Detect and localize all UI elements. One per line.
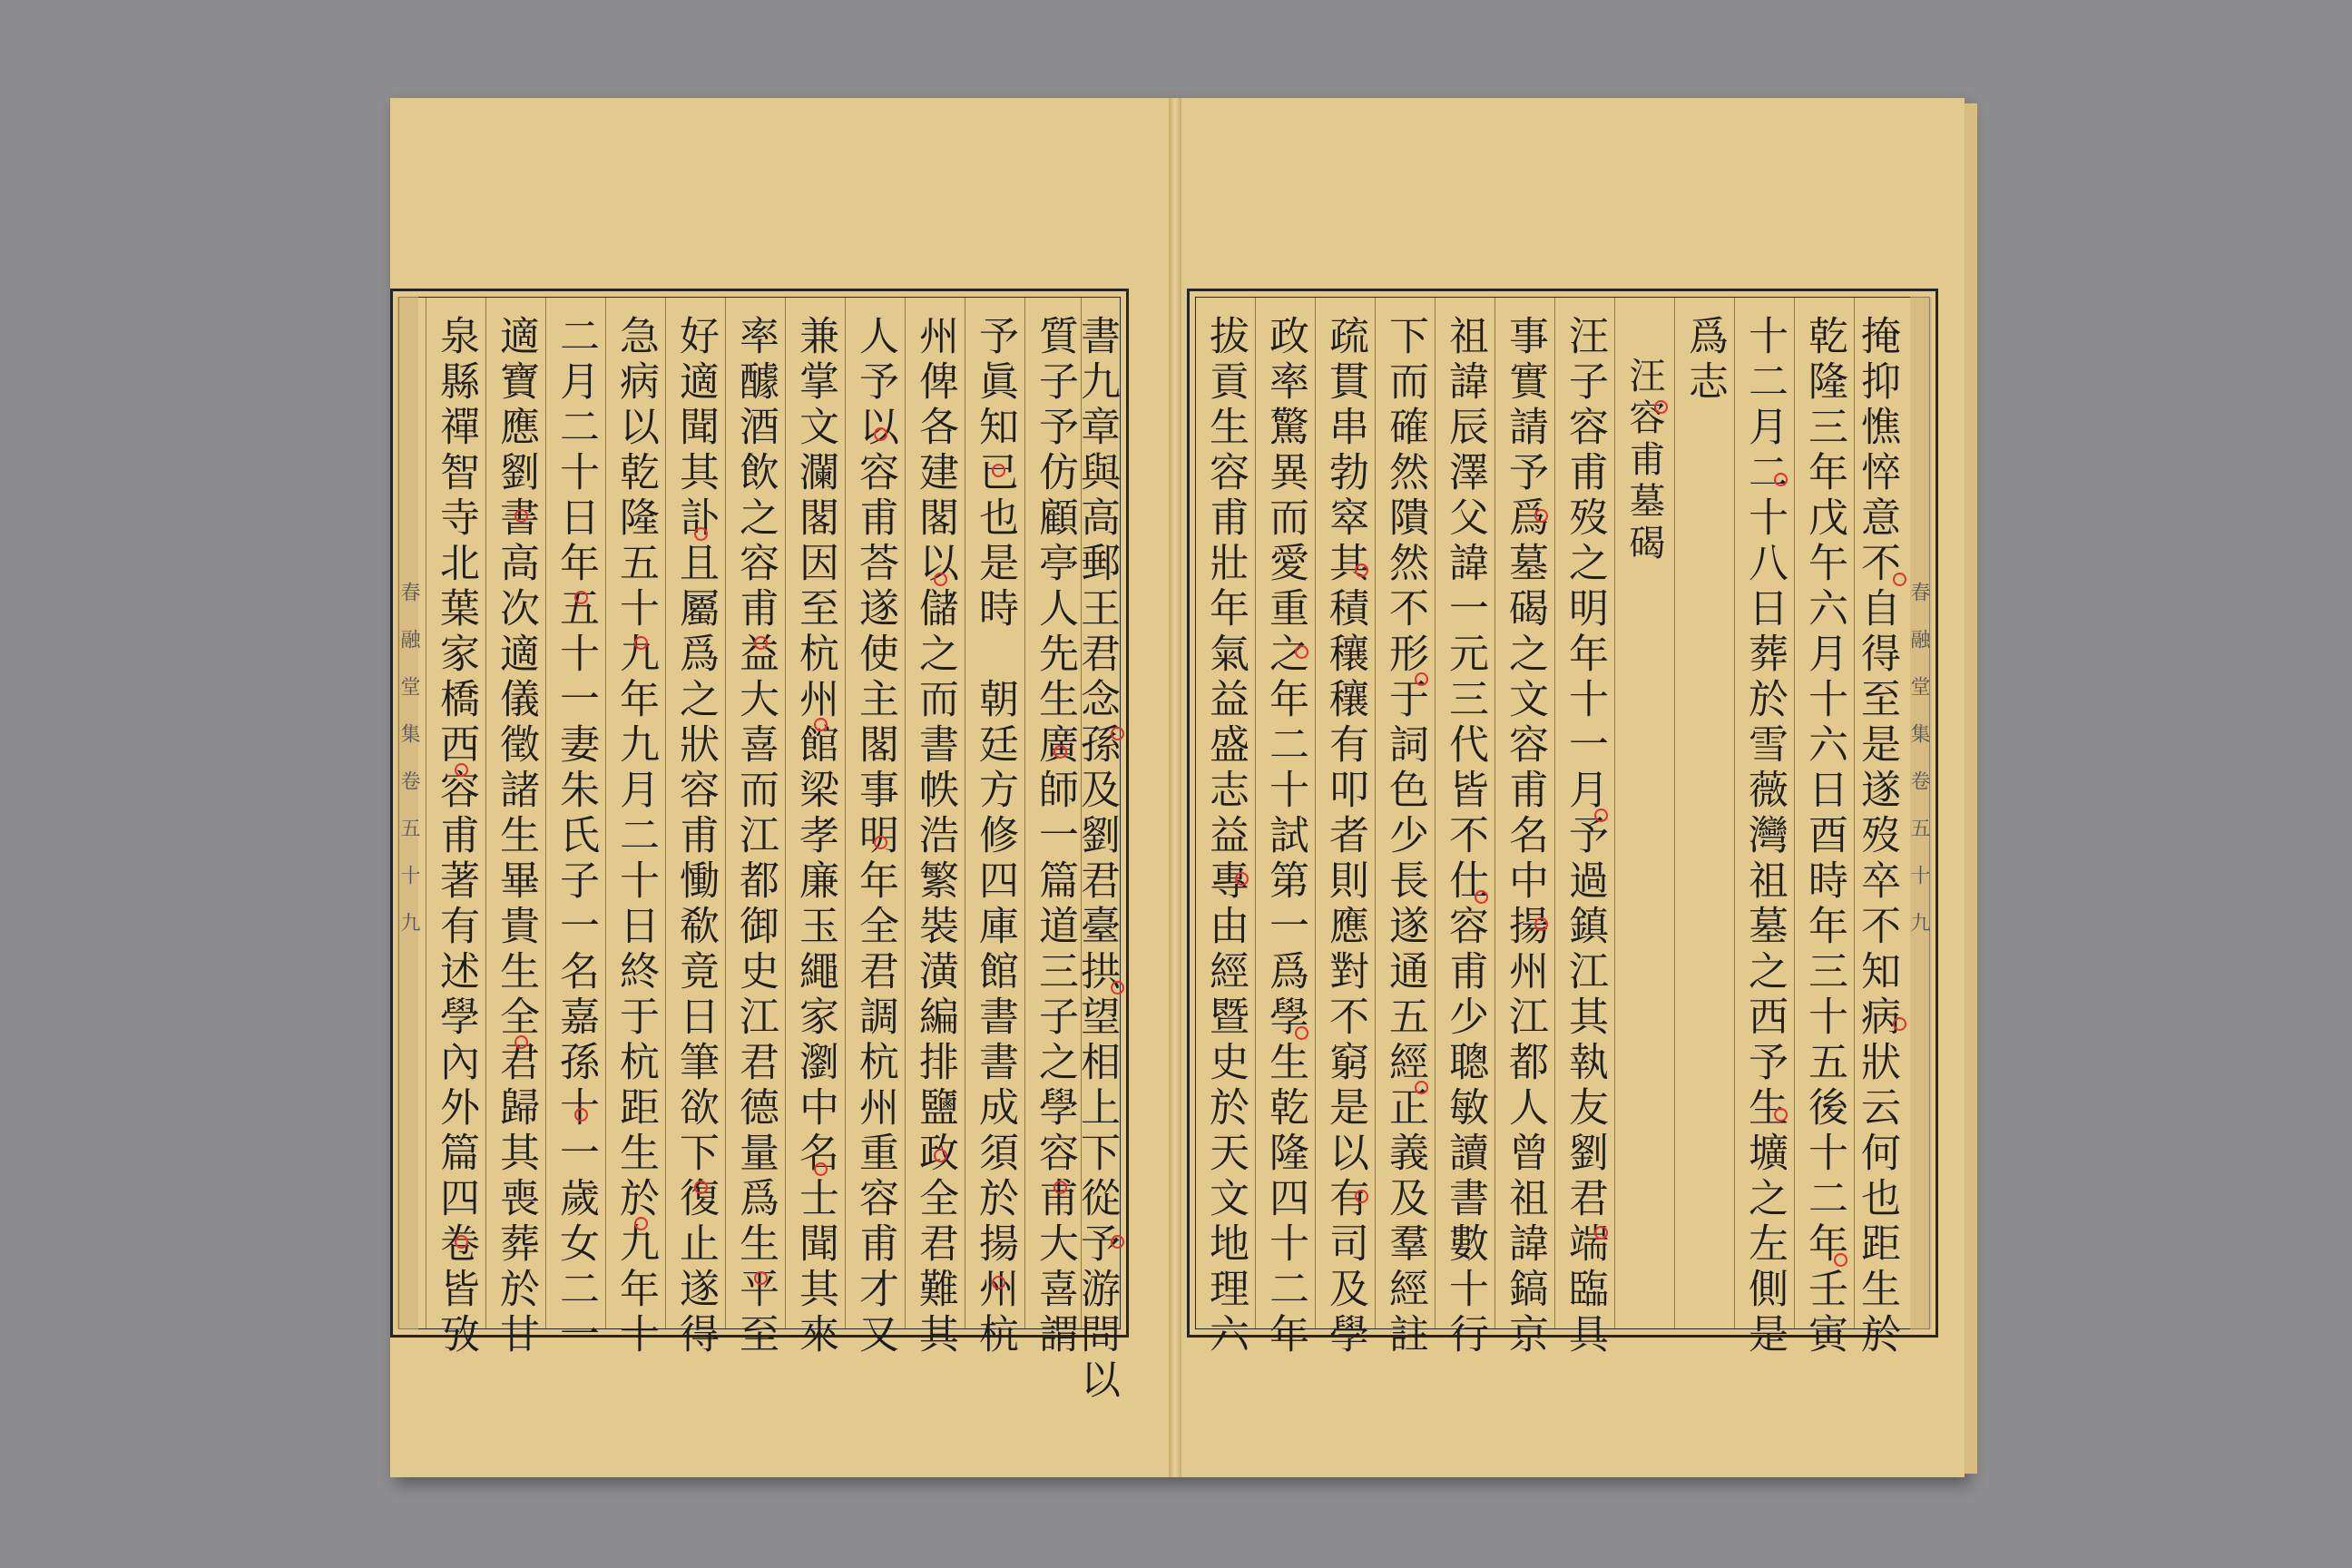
punctuation-mark bbox=[874, 427, 887, 441]
right-section-title: 汪容甫墓碣 bbox=[1623, 315, 1665, 565]
punctuation-mark bbox=[934, 1149, 947, 1162]
punctuation-mark bbox=[874, 836, 887, 849]
punctuation-mark bbox=[992, 464, 1005, 477]
left-column-12: 泉縣禪智寺北葉家橋西容甫著有述學內外篇四卷皆攷 bbox=[433, 315, 479, 1358]
right-column-12: 拔貢生容甫壯年氣益盛志益專由經暨史於天文地理六 bbox=[1202, 315, 1249, 1358]
left-column-2: 質子予仿顧亭人先生廣師一篇道三子之學容甫大喜謂 bbox=[1032, 315, 1078, 1358]
punctuation-mark bbox=[1415, 1081, 1428, 1094]
punctuation-mark bbox=[1355, 1190, 1368, 1203]
right-column-6: 汪子容甫歿之明年十一月予過鎮江其執友劉君端臨具 bbox=[1562, 315, 1608, 1358]
punctuation-mark bbox=[514, 509, 528, 523]
right-column-9: 下而確然隤然不形于詞色少長遂通五經正義及羣經註 bbox=[1382, 315, 1428, 1358]
punctuation-mark bbox=[1475, 890, 1488, 904]
punctuation-mark bbox=[1774, 473, 1788, 486]
punctuation-mark bbox=[1594, 1226, 1608, 1240]
book-spine bbox=[1169, 98, 1181, 1477]
column-rule bbox=[1375, 297, 1376, 1329]
right-column-11: 政率驚異而愛重之年二十試第一爲學生乾隆四十二年 bbox=[1262, 315, 1308, 1358]
punctuation-mark bbox=[1355, 564, 1368, 577]
punctuation-mark bbox=[814, 718, 828, 731]
right-column-4: 爲志 bbox=[1681, 315, 1728, 406]
punctuation-mark bbox=[1534, 917, 1548, 931]
punctuation-mark bbox=[754, 1271, 768, 1285]
punctuation-mark bbox=[455, 763, 468, 777]
punctuation-mark bbox=[1834, 1253, 1847, 1267]
right-column-2: 乾隆三年戊午六月十六日酉時年三十五後十二年壬寅 bbox=[1801, 315, 1847, 1358]
column-rule bbox=[1674, 297, 1675, 1329]
punctuation-mark bbox=[1893, 573, 1906, 586]
column-rule bbox=[845, 297, 846, 1329]
punctuation-mark bbox=[1295, 1026, 1308, 1040]
left-column-10: 二月二十日年五十一妻朱氏子一名嘉孫十一歲女二一 bbox=[553, 315, 599, 1358]
right-column-10: 疏貫串勃窣其積穰穰有叩者則應對不窮是以有司及學 bbox=[1322, 315, 1368, 1358]
punctuation-mark bbox=[992, 1276, 1005, 1289]
column-rule bbox=[1554, 297, 1555, 1329]
punctuation-mark bbox=[1774, 1108, 1788, 1122]
column-rule bbox=[1614, 297, 1615, 1329]
left-column-3: 予眞知已也是時 朝廷方修四庫館書書成須於揚州杭 bbox=[972, 315, 1018, 1358]
right-column-1: 掩抑憔悴意不自得至是遂歿卒不知病狀云何也距生於 bbox=[1854, 315, 1900, 1358]
left-column-8: 好適聞其訃且屬爲之狀容甫慟欷竟日筆欲下復止遂得 bbox=[672, 315, 719, 1358]
punctuation-mark bbox=[514, 1035, 528, 1049]
column-rule bbox=[785, 297, 786, 1329]
punctuation-mark bbox=[1054, 745, 1067, 759]
open-book bbox=[390, 98, 1965, 1477]
right-page-frame bbox=[1187, 289, 1938, 1358]
punctuation-mark bbox=[1111, 1235, 1124, 1249]
column-rule bbox=[605, 297, 606, 1329]
column-rule bbox=[1255, 297, 1256, 1329]
punctuation-mark bbox=[455, 1235, 468, 1249]
punctuation-mark bbox=[694, 527, 708, 541]
punctuation-mark bbox=[1594, 808, 1608, 822]
right-column-8: 祖諱辰澤父諱一元三代皆不仕容甫少聰敏讀書數十行 bbox=[1442, 315, 1488, 1358]
column-rule bbox=[665, 297, 666, 1329]
punctuation-mark bbox=[634, 1217, 648, 1230]
left-margin-title: 春融堂集卷五十九 bbox=[397, 582, 420, 959]
column-rule bbox=[545, 297, 546, 1329]
left-page-frame bbox=[390, 289, 1129, 1404]
punctuation-mark bbox=[1111, 727, 1124, 740]
punctuation-mark bbox=[574, 1108, 588, 1122]
right-column-3: 十二月二十八日葬於雪薇灣祖墓之西予生壙之左側是 bbox=[1741, 315, 1788, 1358]
left-column-11: 適寶應劉書高次適儀徵諸生畢貴生全君歸其喪葬於甘 bbox=[493, 315, 539, 1358]
left-column-6: 兼掌文瀾閣因至杭州館梁孝廉玉繩家瀏中名士聞其來 bbox=[792, 315, 838, 1358]
punctuation-mark bbox=[1893, 1017, 1906, 1031]
punctuation-mark bbox=[1054, 1181, 1067, 1194]
punctuation-mark bbox=[1235, 872, 1249, 886]
page-edges bbox=[1965, 103, 1977, 1474]
left-column-4: 州俾各建閣以儲之而書帙浩繁裝潢編排鹽政全君難其 bbox=[912, 315, 958, 1358]
left-column-1: 書九章與高郵王君念孫及劉君臺拱望相上下從予游問以 bbox=[1073, 315, 1120, 1404]
column-rule bbox=[1734, 297, 1735, 1329]
punctuation-mark bbox=[1111, 981, 1124, 995]
column-rule bbox=[1435, 297, 1436, 1329]
column-rule bbox=[1024, 297, 1025, 1329]
column-rule bbox=[1794, 297, 1795, 1329]
punctuation-mark bbox=[934, 573, 947, 586]
right-column-7: 事實請予爲墓碣之文容甫名中揚州江都人曾祖諱鎬京 bbox=[1502, 315, 1548, 1358]
left-column-7: 率醵酒飲之容甫益大喜而江都御史江君德量爲生平至 bbox=[732, 315, 779, 1358]
punctuation-mark bbox=[1534, 509, 1548, 523]
column-rule bbox=[905, 297, 906, 1329]
column-rule bbox=[485, 297, 486, 1329]
punctuation-mark bbox=[634, 636, 648, 650]
column-rule bbox=[1315, 297, 1316, 1329]
left-column-5: 人予以容甫荅遂使主閣事明年全君調杭州重容甫才又 bbox=[852, 315, 898, 1358]
punctuation-mark bbox=[694, 1181, 708, 1194]
column-rule bbox=[1494, 297, 1495, 1329]
punctuation-mark bbox=[1295, 645, 1308, 659]
punctuation-mark bbox=[1415, 672, 1428, 686]
column-rule bbox=[725, 297, 726, 1329]
punctuation-mark bbox=[574, 591, 588, 604]
punctuation-mark bbox=[1654, 400, 1668, 414]
left-column-9: 急病以乾隆五十九年九月二十日終于杭距生於九年十 bbox=[612, 315, 659, 1358]
punctuation-mark bbox=[754, 636, 768, 650]
right-margin-title: 春融堂集卷五十九 bbox=[1907, 582, 1930, 959]
punctuation-mark bbox=[814, 1162, 828, 1176]
